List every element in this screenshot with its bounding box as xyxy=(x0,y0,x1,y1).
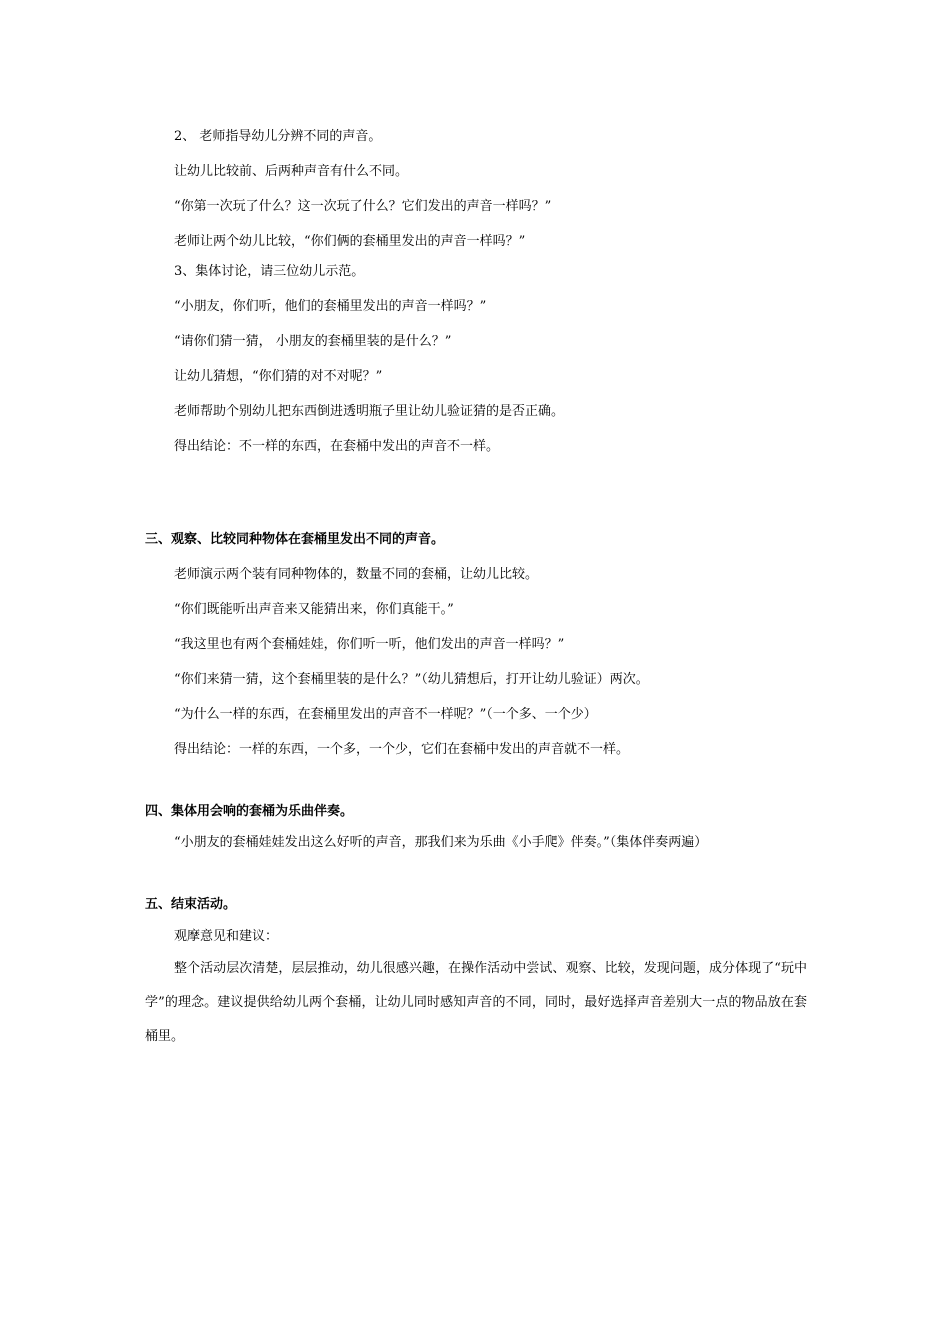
paragraph-line: “请你们猜一猜， 小朋友的套桶里装的是什么？” xyxy=(174,334,452,349)
section-4-heading: 四、集体用会响的套桶为乐曲伴奏。 xyxy=(145,804,354,819)
paragraph-line: 得出结论：一样的东西，一个多，一个少，它们在套桶中发出的声音就不一样。 xyxy=(174,742,630,757)
comment-paragraph: 整个活动层次清楚，层层推动，幼儿很感兴趣，在操作活动中尝试、观察、比较，发现问题，成分体现了“玩中学”的理念。建议提供给幼儿两个套桶，让幼儿同时感知声音的不同，同时，最好选择声音差别大一点的物品放在套桶里。 xyxy=(145,961,807,1044)
paragraph-line: 让幼儿猜想，“你们猜的对不对呢？” xyxy=(174,369,383,384)
section-5-heading: 五、结束活动。 xyxy=(145,897,237,912)
paragraph-line: 得出结论：不一样的东西，在套桶中发出的声音不一样。 xyxy=(174,439,500,454)
paragraph-line: “你们来猜一猜，这个套桶里装的是什么？”（幼儿猜想后，打开让幼儿验证）两次。 xyxy=(174,672,649,687)
comment-label: 观摩意见和建议： xyxy=(174,929,279,944)
paragraph-line: 老师演示两个装有同种物体的，数量不同的套桶，让幼儿比较。 xyxy=(174,567,539,582)
paragraph-line: “小朋友的套桶娃娃发出这么好听的声音，那我们来为乐曲《小手爬》伴奏。”（集体伴奏两遍） xyxy=(174,835,708,850)
paragraph-line: “为什么一样的东西，在套桶里发出的声音不一样呢？”（一个多、一个少） xyxy=(174,707,597,722)
paragraph-line: “你们既能听出声音来又能猜出来，你们真能干。” xyxy=(174,602,454,617)
paragraph-line: “小朋友，你们听，他们的套桶里发出的声音一样吗？” xyxy=(174,299,487,314)
paragraph-line: “我这里也有两个套桶娃娃，你们听一听，他们发出的声音一样吗？” xyxy=(174,637,565,652)
paragraph-line: “你第一次玩了什么？这一次玩了什么？它们发出的声音一样吗？” xyxy=(174,199,552,214)
step-2-heading: 2、 老师指导幼儿分辨不同的声音。 xyxy=(174,129,382,144)
step-3-heading: 3、集体讨论，请三位幼儿示范。 xyxy=(174,264,365,279)
paragraph-line: 老师帮助个别幼儿把东西倒进透明瓶子里让幼儿验证猜的是否正确。 xyxy=(174,404,565,419)
section-3-heading: 三、观察、比较同种物体在套桶里发出不同的声音。 xyxy=(145,532,445,547)
paragraph-line: 让幼儿比较前、后两种声音有什么不同。 xyxy=(174,164,409,179)
paragraph-line: 老师让两个幼儿比较，“你们俩的套桶里发出的声音一样吗？” xyxy=(174,234,526,249)
